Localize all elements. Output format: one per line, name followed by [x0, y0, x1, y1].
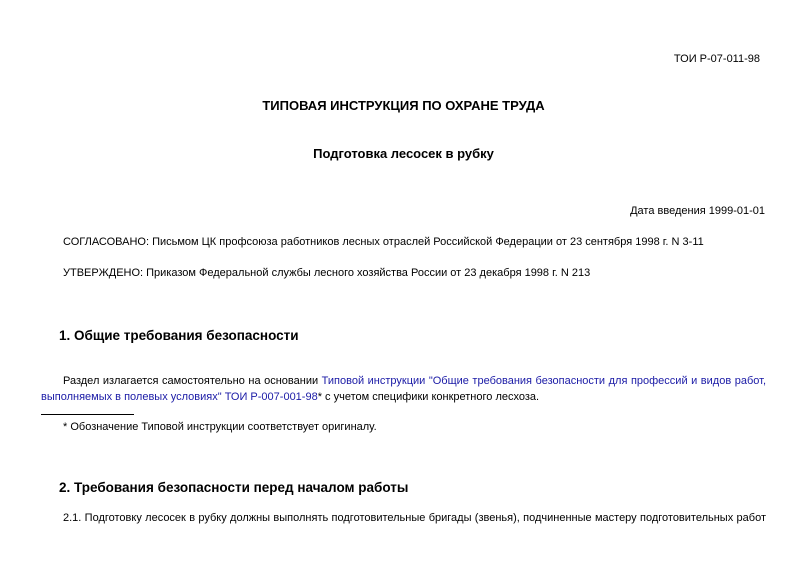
section-1-heading: 1. Общие требования безопасности	[59, 328, 299, 343]
section-1-paragraph-tail: * с учетом специфики конкретного лесхоза.	[317, 391, 540, 403]
effective-date: Дата введения 1999-01-01	[630, 205, 765, 217]
agreed-statement: СОГЛАСОВАНО: Письмом ЦК профсоюза работников лесных отраслей Российской Федерации от 23 сентября 1998 г. N 3-11	[63, 236, 704, 248]
standard-reference-link[interactable]: Типовой инструкции "Общие требования безопасности для профессий и видов работ, выполняемых в полевых условиях" ТОИ Р-007-001-98	[41, 375, 766, 403]
document-code: ТОИ Р-07-011-98	[673, 53, 760, 65]
document-subtitle: Подготовка лесосек в рубку	[313, 146, 494, 161]
section-1-paragraph	[41, 373, 766, 405]
document-title: ТИПОВАЯ ИНСТРУКЦИЯ ПО ОХРАНЕ ТРУДА	[262, 98, 545, 113]
section-2-heading: 2. Требования безопасности перед началом работы	[59, 480, 409, 495]
approved-statement: УТВЕРЖДЕНО: Приказом Федеральной службы лесного хозяйства России от 23 декабря 1998 г. N 213	[63, 267, 591, 279]
footnote-divider	[41, 414, 134, 415]
footnote: * Обозначение Типовой инструкции соответствует оригиналу.	[63, 421, 377, 433]
section-1-paragraph-text: Раздел излагается самостоятельно на основании	[63, 375, 322, 387]
section-2-paragraph: 2.1. Подготовку лесосек в рубку должны выполнять подготовительные бригады (звенья), подчиненные мастеру подготовительных работ	[63, 512, 766, 524]
